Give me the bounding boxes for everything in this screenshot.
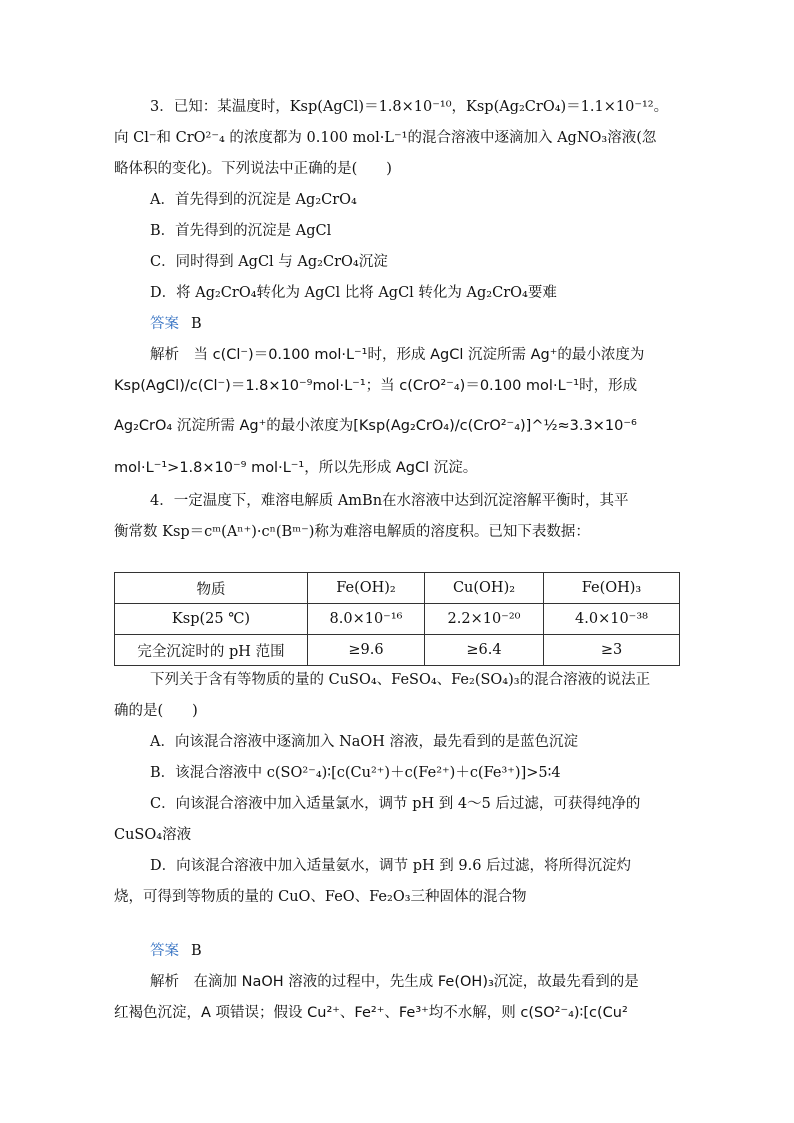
q4-stem-line-4: 确的是( ) bbox=[114, 703, 198, 719]
table-cell: ≥6.4 bbox=[425, 635, 544, 666]
table-row bbox=[115, 604, 680, 635]
table-cell: ≥9.6 bbox=[308, 635, 425, 666]
table-cell: 物质 bbox=[115, 573, 308, 604]
q3-stem-line-3: 略体积的变化)。下列说法中正确的是( ) bbox=[114, 161, 392, 177]
q4-option-d: D．向该混合溶液中加入适量氨水，调节 pH 到 9.6 后过滤，将所得沉淀灼 bbox=[150, 858, 632, 874]
q3-analysis-line-1: 解析 当 c(Cl⁻)＝0.100 mol·L⁻¹时，形成 AgCl 沉淀所需 Ag⁺的最小浓度为 bbox=[150, 347, 645, 363]
q3-answer bbox=[150, 314, 720, 334]
q4-option-b: B．该混合溶液中 c(SO²⁻₄)∶[c(Cu²⁺)＋c(Fe²⁺)＋c(Fe³⁺)]>5∶4 bbox=[150, 765, 561, 781]
q3-stem-line-2: 向 Cl⁻和 CrO²⁻₄ 的浓度都为 0.100 mol·L⁻¹的混合溶液中逐滴加入 AgNO₃溶液(忽 bbox=[114, 130, 657, 146]
q3-stem-line-1: 3．已知：某温度时，Ksp(AgCl)＝1.8×10⁻¹⁰，Ksp(Ag₂CrO₄)＝1.1×10⁻¹²。 bbox=[150, 99, 669, 115]
table-row bbox=[115, 635, 680, 666]
q3-analysis-line-4: mol·L⁻¹>1.8×10⁻⁹ mol·L⁻¹，所以先形成 AgCl 沉淀。 bbox=[114, 460, 478, 476]
table-cell: 4.0×10⁻³⁸ bbox=[544, 604, 680, 635]
q4-option-d-continued: 烧，可得到等物质的量的 CuO、FeO、Fe₂O₃三种固体的混合物 bbox=[114, 889, 527, 905]
table-cell: Fe(OH)₃ bbox=[544, 573, 680, 604]
q4-option-c: C．向该混合溶液中加入适量氯水，调节 pH 到 4～5 后过滤，可获得纯净的 bbox=[150, 796, 641, 812]
table-cell: Fe(OH)₂ bbox=[308, 573, 425, 604]
table-cell: 2.2×10⁻²⁰ bbox=[425, 604, 544, 635]
q4-answer bbox=[150, 941, 720, 961]
q3-analysis-line-2: Ksp(AgCl)/c(Cl⁻)＝1.8×10⁻⁹mol·L⁻¹；当 c(CrO²⁻₄)＝0.100 mol·L⁻¹时，形成 bbox=[114, 378, 638, 394]
answer-label: 答案 bbox=[150, 943, 179, 959]
table-cell: Cu(OH)₂ bbox=[425, 573, 544, 604]
q3-option-c: C．同时得到 AgCl 与 Ag₂CrO₄沉淀 bbox=[150, 254, 388, 270]
q4-analysis-line-1: 解析 在滴加 NaOH 溶液的过程中，先生成 Fe(OH)₃沉淀，故最先看到的是 bbox=[150, 974, 639, 990]
q4-stem-line-1: 4．一定温度下，难溶电解质 AmBn在水溶液中达到沉淀溶解平衡时，其平 bbox=[150, 493, 629, 509]
q4-option-a: A．向该混合溶液中逐滴加入 NaOH 溶液，最先看到的是蓝色沉淀 bbox=[150, 734, 579, 750]
q4-stem-line-3: 下列关于含有等物质的量的 CuSO₄、FeSO₄、Fe₂(SO₄)₃的混合溶液的说法正 bbox=[150, 672, 651, 688]
table-cell: 8.0×10⁻¹⁶ bbox=[308, 604, 425, 635]
q4-stem-line-2: 衡常数 Ksp＝cᵐ(Aⁿ⁺)·cⁿ(Bᵐ⁻)称为难溶电解质的溶度积。已知下表数据： bbox=[114, 524, 590, 540]
q3-option-b: B．首先得到的沉淀是 AgCl bbox=[150, 223, 332, 239]
q4-option-c-continued: CuSO₄溶液 bbox=[114, 827, 192, 843]
q3-option-a: A．首先得到的沉淀是 Ag₂CrO₄ bbox=[150, 192, 357, 208]
table-cell: Ksp(25 ℃) bbox=[115, 604, 308, 635]
ksp-data-table bbox=[114, 572, 680, 666]
q3-option-d: D．将 Ag₂CrO₄转化为 AgCl 比将 AgCl 转化为 Ag₂CrO₄要难 bbox=[150, 285, 557, 301]
answer-label: 答案 bbox=[150, 316, 179, 332]
table-row bbox=[115, 573, 680, 604]
table-cell: 完全沉淀时的 pH 范围 bbox=[115, 635, 308, 666]
q3-analysis-line-3: Ag₂CrO₄ 沉淀所需 Ag⁺的最小浓度为[Ksp(Ag₂CrO₄)/c(CrO²⁻₄)]^½≈3.3×10⁻⁶ bbox=[114, 418, 637, 434]
answer-value: B bbox=[191, 943, 202, 959]
answer-value: B bbox=[191, 316, 202, 332]
q4-analysis-line-2: 红褐色沉淀，A 项错误；假设 Cu²⁺、Fe²⁺、Fe³⁺均不水解，则 c(SO²⁻₄)∶[c(Cu² bbox=[114, 1005, 628, 1021]
table-cell: ≥3 bbox=[544, 635, 680, 666]
